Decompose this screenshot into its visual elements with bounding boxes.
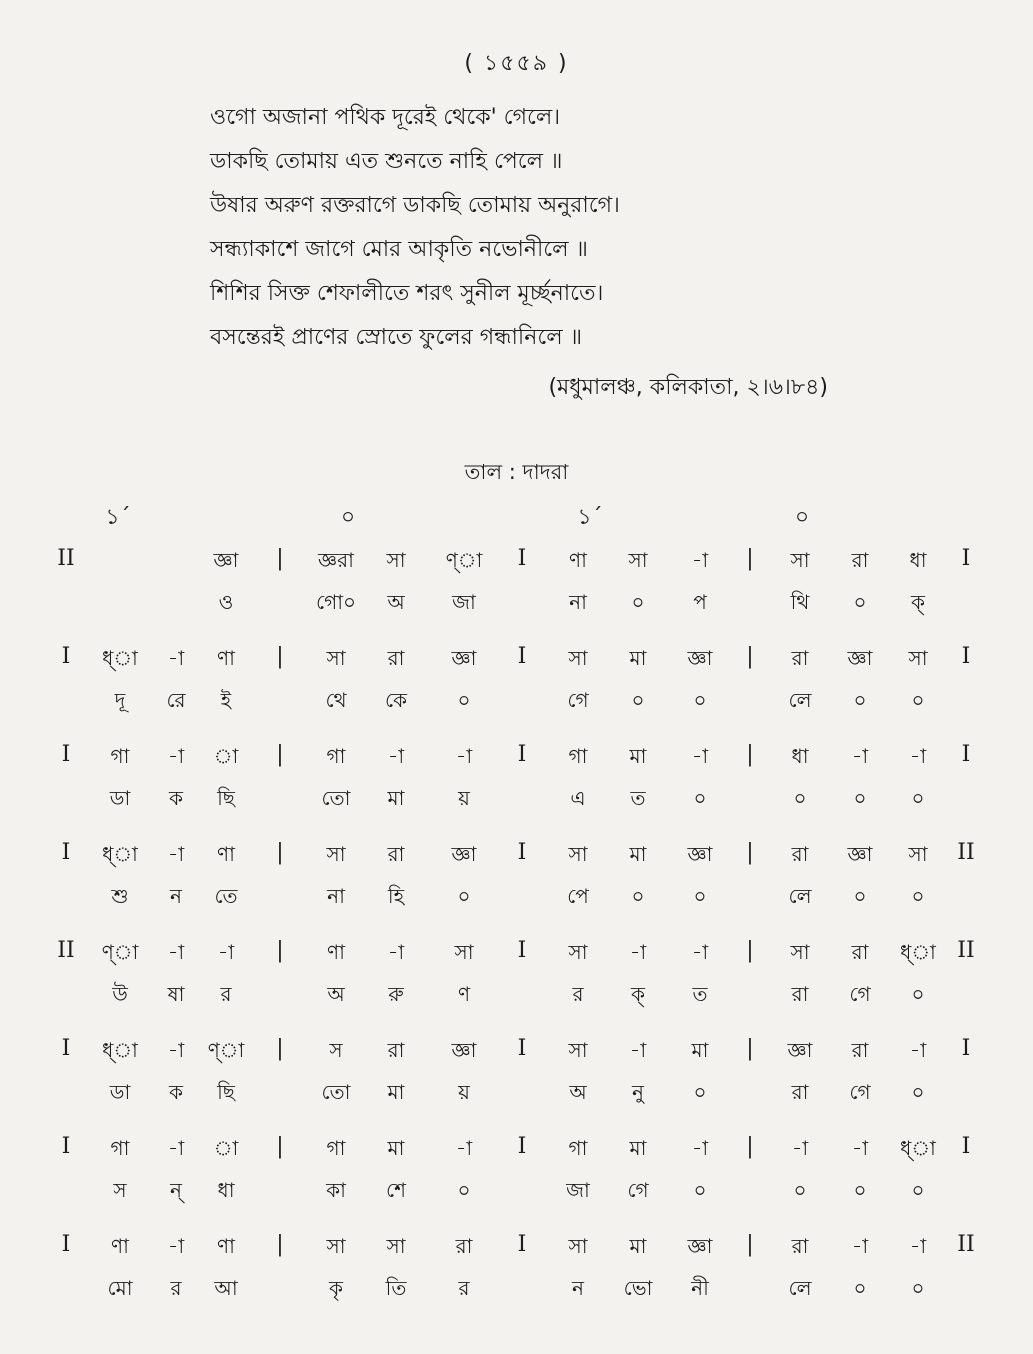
beat-mark: ১´ (577, 505, 603, 530)
lyric-syllable: গে (627, 1178, 649, 1202)
swara-row (0, 1128, 1033, 1170)
lyric-syllable: ০ (911, 1276, 925, 1300)
bar-line: | (276, 938, 284, 963)
tala-heading: তাল : দাদরা (464, 460, 569, 484)
swara-note: সা (568, 1038, 588, 1062)
swara-note: ণ্া (101, 940, 139, 964)
swara-row (0, 1226, 1033, 1268)
swara-note: ণা (217, 1234, 235, 1258)
lyric-syllable: ০ (631, 688, 645, 712)
swara-row (0, 638, 1033, 680)
swara-note: জ্ঞা (451, 646, 477, 670)
swara-note: ণা (569, 548, 587, 572)
lyric-syllable: এ (570, 786, 586, 810)
poem-line: ওগো অজানা পথিক দূরেই থেকে' গেলে। (210, 105, 561, 130)
bar-line: I (517, 1036, 527, 1061)
swara-note: -া (455, 1136, 473, 1160)
lyric-syllable: ন্ (170, 1178, 182, 1202)
lyric-syllable: দূ (114, 688, 126, 712)
lyric-syllable: ক্ (911, 590, 925, 614)
swara-note: জ্ঞা (451, 842, 477, 866)
bar-line: | (276, 742, 284, 767)
lyric-syllable: আ (214, 1276, 238, 1300)
lyric-syllable: রা (791, 982, 809, 1006)
lyric-row (0, 778, 1033, 834)
swara-note: ণ্া (207, 1038, 245, 1062)
lyric-row (0, 1072, 1033, 1128)
bar-line: I (517, 1232, 527, 1257)
lyric-syllable: ০ (853, 1276, 867, 1300)
swara-note: -া (909, 1038, 927, 1062)
lyric-syllable: ০ (693, 1178, 707, 1202)
lyric-syllable: ত (692, 982, 708, 1006)
lyric-syllable: গে (567, 688, 589, 712)
bar-line: | (746, 1232, 754, 1257)
swara-note: সা (790, 548, 810, 572)
beat-marks (0, 500, 1033, 540)
swara-note: ধ্া (102, 646, 138, 670)
lyric-row (0, 876, 1033, 932)
swara-row (0, 1030, 1033, 1072)
swara-note: -া (387, 744, 405, 768)
swara-note: -া (691, 940, 709, 964)
swara-note: সা (568, 1234, 588, 1258)
swara-note: মা (387, 1136, 405, 1160)
lyric-syllable: লে (788, 1276, 812, 1300)
swara-note: ণা (327, 940, 345, 964)
swara-note: সা (908, 842, 928, 866)
swara-note: গা (110, 744, 130, 768)
lyric-syllable: ০ (693, 786, 707, 810)
swara-note: সা (386, 1234, 406, 1258)
lyric-syllable: অ (569, 1080, 587, 1104)
lyric-syllable: হি (387, 884, 405, 908)
lyric-syllable: গে (849, 1080, 871, 1104)
swara-note: -া (167, 744, 185, 768)
lyric-syllable: গো০ (315, 590, 357, 614)
swara-note: জ্ঞরা (318, 548, 354, 572)
bar-line: I (61, 644, 71, 669)
swara-note: -া (629, 940, 647, 964)
lyric-row (0, 1170, 1033, 1226)
swara-note: মা (629, 646, 647, 670)
swara-note: জ্ঞা (787, 1038, 813, 1062)
bar-line: II (957, 938, 975, 963)
lyric-syllable: কৃ (329, 1276, 343, 1300)
bar-line: I (961, 644, 971, 669)
swara-note: -া (217, 940, 235, 964)
swara-note: ধ্া (102, 842, 138, 866)
swara-note: জ্ঞা (847, 842, 873, 866)
lyric-syllable: ন (572, 1276, 584, 1300)
swara-note: রা (791, 646, 809, 670)
lyric-syllable: ষা (167, 982, 185, 1006)
swara-note: রা (791, 1234, 809, 1258)
lyric-syllable: ছি (217, 1080, 235, 1104)
swara-note: রা (387, 1038, 405, 1062)
lyric-syllable: স (113, 1178, 127, 1202)
swara-note: ধা (909, 548, 927, 572)
lyric-row (0, 582, 1033, 638)
bar-line: I (61, 1232, 71, 1257)
swara-note: জ্ঞা (687, 842, 713, 866)
bar-line: I (517, 546, 527, 571)
lyric-syllable: য় (458, 1080, 470, 1104)
lyric-syllable: কা (326, 1178, 346, 1202)
lyric-syllable: প (693, 590, 707, 614)
lyric-syllable: ত (630, 786, 646, 810)
lyric-syllable: মো (107, 1276, 133, 1300)
lyric-syllable: গে (849, 982, 871, 1006)
bar-line: II (57, 938, 75, 963)
lyric-syllable: র (458, 1276, 470, 1300)
swara-note: সা (628, 548, 648, 572)
swara-note: সা (386, 548, 406, 572)
beat-mark: ১´ (105, 505, 131, 530)
lyric-syllable: ণ (457, 982, 471, 1006)
lyric-syllable: ০ (457, 1178, 471, 1202)
bar-line: | (276, 1036, 284, 1061)
bar-line: | (276, 840, 284, 865)
bar-line: | (746, 840, 754, 865)
lyric-syllable: ডা (109, 1080, 131, 1104)
lyric-syllable: রে (166, 688, 186, 712)
swara-note: -া (909, 1234, 927, 1258)
lyric-syllable: ০ (793, 1178, 807, 1202)
bar-line: I (61, 742, 71, 767)
swara-note: রা (455, 1234, 473, 1258)
bar-line: I (517, 938, 527, 963)
lyric-syllable: তো (321, 786, 351, 810)
swara-note: সা (454, 940, 474, 964)
lyric-syllable: য় (458, 786, 470, 810)
swara-note: া (213, 1136, 239, 1160)
swara-note: সা (326, 646, 346, 670)
lyric-syllable: ০ (911, 786, 925, 810)
lyric-syllable: মা (387, 786, 405, 810)
swara-row (0, 932, 1033, 974)
lyric-syllable: ০ (911, 982, 925, 1006)
lyric-syllable: ক্ (631, 982, 645, 1006)
swara-row (0, 736, 1033, 778)
poem-line: শিশির সিক্ত শেফালীতে শরৎ সুনীল মূর্চ্ছনাতে। (210, 281, 604, 306)
poem-line: বসন্তেরই প্রাণের স্রোতে ফুলের গন্ধানিলে ॥ (210, 325, 583, 350)
swara-note: সা (908, 646, 928, 670)
bar-line: I (517, 742, 527, 767)
poem-line: ডাকছি তোমায় এত শুনতে নাহি পেলে ॥ (210, 149, 563, 174)
lyric-syllable: নী (691, 1276, 709, 1300)
swara-note: -া (167, 842, 185, 866)
swara-note: গা (326, 744, 346, 768)
bar-line: | (276, 546, 284, 571)
lyric-syllable: না (327, 884, 345, 908)
bar-line: | (276, 1232, 284, 1257)
swara-note: -া (167, 1136, 185, 1160)
swara-row (0, 540, 1033, 582)
bar-line: I (517, 840, 527, 865)
swara-note: ণা (111, 1234, 129, 1258)
swara-note: গা (326, 1136, 346, 1160)
swara-note: জ্ঞা (213, 548, 239, 572)
swara-note: -া (791, 1136, 809, 1160)
lyric-syllable: ক (169, 786, 183, 810)
swara-note: -া (691, 744, 709, 768)
swara-note: সা (568, 842, 588, 866)
lyric-syllable: না (569, 590, 587, 614)
lyric-syllable: ০ (911, 884, 925, 908)
swara-note: -া (455, 744, 473, 768)
swara-note: মা (629, 842, 647, 866)
bar-line: | (746, 1134, 754, 1159)
swara-note: -া (167, 1234, 185, 1258)
bar-line: | (746, 644, 754, 669)
lyric-row (0, 680, 1033, 736)
swara-note: সা (326, 842, 346, 866)
lyric-syllable: থি (790, 590, 810, 614)
bar-line: I (517, 644, 527, 669)
swara-note: সা (568, 940, 588, 964)
swara-note: সা (790, 940, 810, 964)
swara-note: া (213, 744, 239, 768)
swara-note: মা (629, 744, 647, 768)
swara-note: জ্ঞা (687, 646, 713, 670)
lyric-syllable: ০ (911, 1080, 925, 1104)
swara-note: -া (167, 646, 185, 670)
swara-note: ধ্া (900, 1136, 936, 1160)
lyric-syllable: শু (111, 884, 129, 908)
swara-note: রা (851, 940, 869, 964)
lyric-syllable: ০ (457, 884, 471, 908)
swara-note: -া (851, 1234, 869, 1258)
beat-mark: ০ (340, 505, 356, 530)
source-citation: (মধুমালঞ্চ, কলিকাতা, ২।৬।৮৪) (548, 375, 828, 400)
swara-note: -া (629, 1038, 647, 1062)
lyric-syllable: ছি (217, 786, 235, 810)
swara-note: স (329, 1038, 343, 1062)
bar-line: I (961, 546, 971, 571)
lyric-syllable: ০ (853, 688, 867, 712)
lyric-syllable: লে (788, 688, 812, 712)
swara-note: -া (691, 548, 709, 572)
notation-grid (0, 540, 1033, 1324)
lyric-syllable: জা (566, 1178, 590, 1202)
lyric-syllable: অ (327, 982, 345, 1006)
lyric-syllable: জা (452, 590, 476, 614)
swara-note: জ্ঞা (451, 1038, 477, 1062)
lyric-syllable: শে (386, 1178, 406, 1202)
swara-row (0, 834, 1033, 876)
swara-note: মা (691, 1038, 709, 1062)
swara-note: ণা (217, 646, 235, 670)
swara-note: ণা (217, 842, 235, 866)
lyric-row (0, 974, 1033, 1030)
bar-line: | (746, 742, 754, 767)
swara-note: -া (851, 744, 869, 768)
swara-note: -া (387, 940, 405, 964)
lyric-syllable: ক (169, 1080, 183, 1104)
bar-line: | (746, 546, 754, 571)
lyric-syllable: তি (385, 1276, 407, 1300)
swara-note: সা (326, 1234, 346, 1258)
lyric-syllable: মা (387, 1080, 405, 1104)
swara-note: সা (568, 646, 588, 670)
lyric-syllable: কে (384, 688, 408, 712)
bar-line: I (61, 1134, 71, 1159)
lyric-syllable: ০ (853, 1178, 867, 1202)
swara-note: রা (791, 842, 809, 866)
bar-line: I (961, 1036, 971, 1061)
bar-line: II (957, 840, 975, 865)
bar-line: I (961, 1134, 971, 1159)
lyric-syllable: থে (325, 688, 347, 712)
bar-line: | (746, 1036, 754, 1061)
swara-note: রা (387, 646, 405, 670)
lyric-syllable: ০ (457, 688, 471, 712)
lyric-syllable: ০ (911, 688, 925, 712)
bar-line: I (517, 1134, 527, 1159)
bar-line: I (61, 840, 71, 865)
poem-block (210, 96, 620, 360)
swara-note: জ্ঞা (687, 1234, 713, 1258)
swara-note: মা (629, 1234, 647, 1258)
lyric-syllable: ০ (693, 1080, 707, 1104)
swara-note: জ্ঞা (847, 646, 873, 670)
lyric-syllable: র (572, 982, 584, 1006)
lyric-syllable: ধা (217, 1178, 235, 1202)
lyric-syllable: অ (387, 590, 405, 614)
lyric-syllable: তে (214, 884, 238, 908)
swara-note: ধ্া (102, 1038, 138, 1062)
swara-note: রা (387, 842, 405, 866)
lyric-syllable: র (170, 1276, 182, 1300)
swara-note: -া (691, 1136, 709, 1160)
swara-note: -া (851, 1136, 869, 1160)
swara-note: -া (167, 1038, 185, 1062)
swara-note: -া (167, 940, 185, 964)
lyric-syllable: ন (170, 884, 182, 908)
lyric-syllable: ০ (853, 884, 867, 908)
lyric-syllable: ০ (911, 1178, 925, 1202)
poem-line: সন্ধ্যাকাশে জাগে মোর আকৃতি নভোনীলে ॥ (210, 237, 588, 262)
lyric-syllable: রা (791, 1080, 809, 1104)
bar-line: | (746, 938, 754, 963)
lyric-syllable: ডা (109, 786, 131, 810)
swara-note: গা (568, 1136, 588, 1160)
bar-line: II (57, 546, 75, 571)
lyric-syllable: উ (112, 982, 128, 1006)
swara-note: ধা (791, 744, 809, 768)
lyric-syllable: ০ (631, 590, 645, 614)
beat-mark: ০ (794, 505, 810, 530)
bar-line: II (957, 1232, 975, 1257)
lyric-syllable: ০ (793, 786, 807, 810)
lyric-syllable: রু (388, 982, 404, 1006)
lyric-syllable: ০ (853, 590, 867, 614)
lyric-row (0, 1268, 1033, 1324)
lyric-syllable: ০ (631, 884, 645, 908)
swara-note: রা (851, 1038, 869, 1062)
swara-note: ধ্া (900, 940, 936, 964)
lyric-syllable: ০ (853, 786, 867, 810)
page-number: ( ১৫৫৯ ) (464, 51, 569, 76)
swara-note: রা (851, 548, 869, 572)
lyric-syllable: র (220, 982, 232, 1006)
lyric-syllable: ই (220, 688, 232, 712)
poem-line: উষার অরুণ রক্তরাগে ডাকছি তোমায় অনুরাগে। (210, 193, 620, 218)
lyric-syllable: নু (632, 1080, 644, 1104)
swara-note: -া (909, 744, 927, 768)
lyric-syllable: তো (321, 1080, 351, 1104)
swara-note: গা (110, 1136, 130, 1160)
lyric-syllable: ও (218, 590, 234, 614)
bar-line: I (61, 1036, 71, 1061)
swara-note: গা (568, 744, 588, 768)
swara-note: মা (629, 1136, 647, 1160)
lyric-syllable: লে (788, 884, 812, 908)
lyric-syllable: ভো (623, 1276, 653, 1300)
lyric-syllable: ০ (693, 884, 707, 908)
swara-note: ণ্া (445, 548, 483, 572)
lyric-syllable: পে (567, 884, 589, 908)
bar-line: | (276, 644, 284, 669)
bar-line: | (276, 1134, 284, 1159)
lyric-syllable: ০ (693, 688, 707, 712)
bar-line: I (961, 742, 971, 767)
